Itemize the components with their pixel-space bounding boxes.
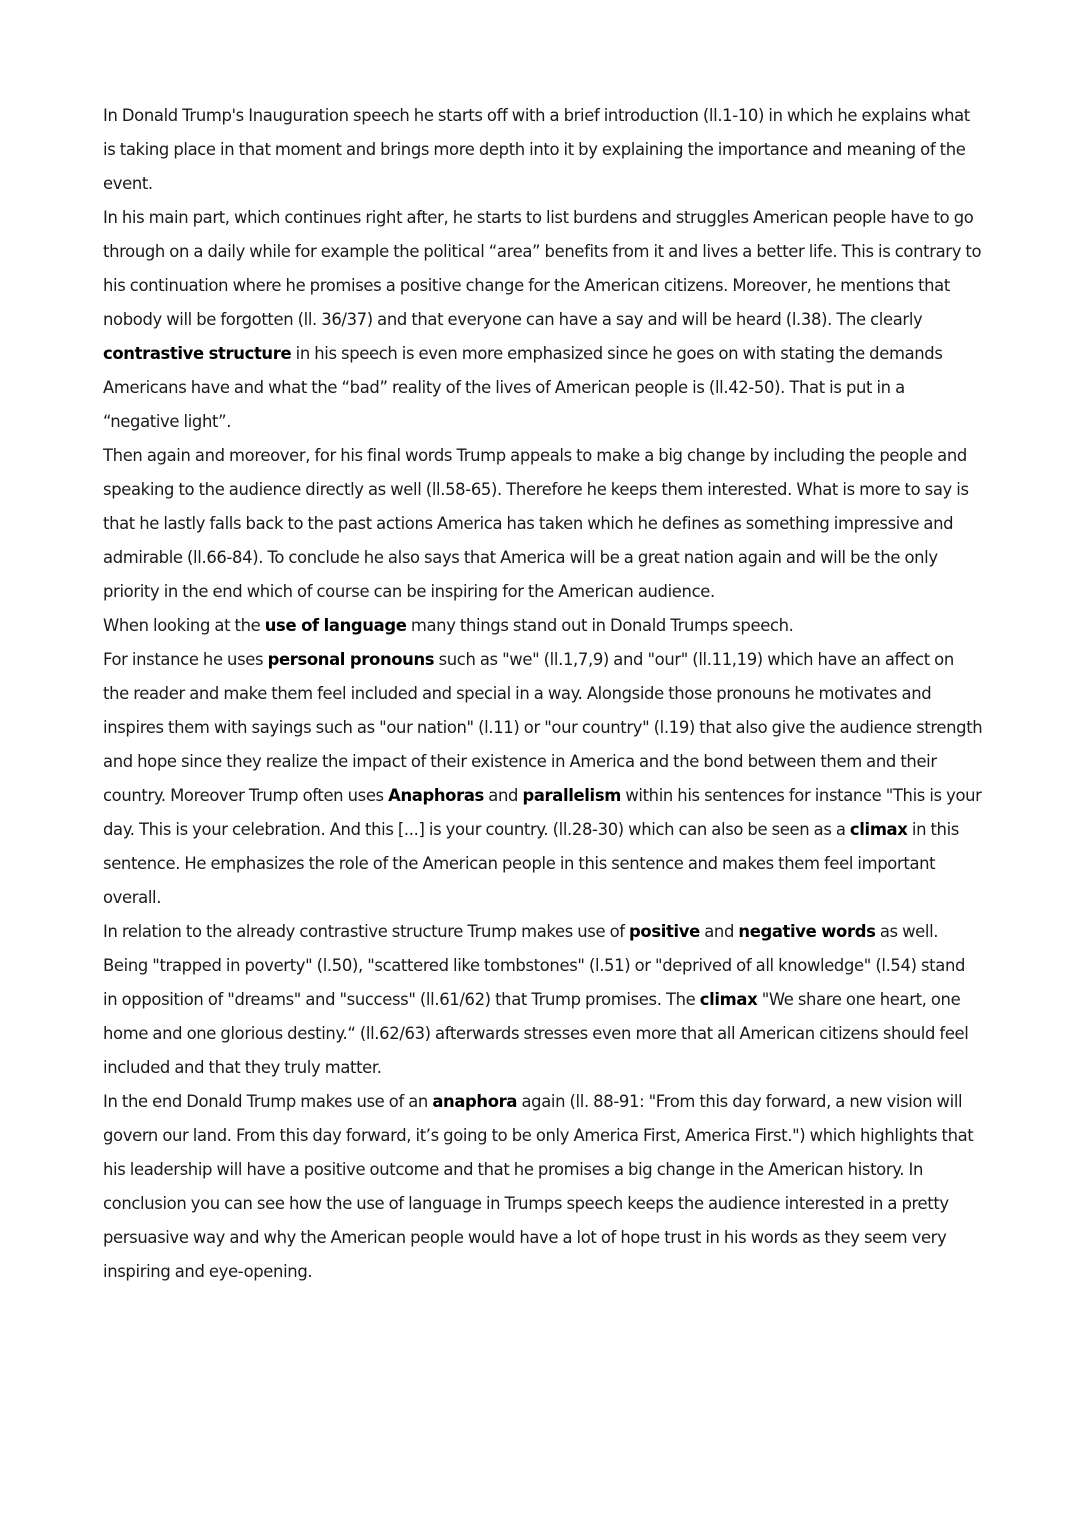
paragraph-use-of-language <box>103 609 983 643</box>
key-term-positive: positive <box>629 922 700 941</box>
paragraph-text: again (ll. 88-91: "From this day forward, a new vision will govern our land. From this day forward, it’s going to be only America First, America First.") which highlights that his leadership will have a positive outcome and that he promises a big change in the American history. In conclusion you can see how the use of language in Trumps speech keeps the audience interested in a pretty persuasive way and why the American people would have a lot of hope trust in his words as they seem very inspiring and eye-opening. <box>103 1092 974 1281</box>
paragraph-text: and <box>483 786 523 805</box>
paragraph-text: within his sentences for instance "This is your day. This is your celebration. And this [...] is your country. (ll.28-30) which can also be seen as a <box>103 786 982 839</box>
paragraph-conclusion <box>103 1085 983 1289</box>
key-term-climax: climax <box>699 990 758 1009</box>
key-term-parallelism: parallelism <box>522 786 621 805</box>
paragraph-text: When looking at the <box>103 616 265 635</box>
paragraph-personal-pronouns <box>103 643 983 915</box>
paragraph-positive-negative-words <box>103 915 983 1085</box>
paragraph-text: as well. Being "trapped in poverty" (l.50), "scattered like tombstones" (l.51) or "deprived of all knowledge" (l.54) stand in opposition of "dreams" and "success" (ll.61/62) that Trump promises. The <box>103 922 966 1009</box>
paragraph-text: in his speech is even more emphasized since he goes on with stating the demands Americans have and what the “bad” reality of the lives of American people is (ll.42-50). That is put in a “negative light”. <box>103 344 943 431</box>
paragraph-introduction <box>103 99 983 201</box>
paragraph-text: "We share one heart, one home and one glorious destiny.“ (ll.62/63) afterwards stresses even more that all American citizens should feel included and that they truly matter. <box>103 990 969 1077</box>
paragraph-main-part <box>103 201 983 439</box>
paragraph-text: In relation to the already contrastive structure Trump makes use of <box>103 922 630 941</box>
key-term-anaphora: anaphora <box>432 1092 518 1111</box>
key-term-negative-words: negative words <box>738 922 876 941</box>
paragraph-text: in this sentence. He emphasizes the role of the American people in this sentence and makes them feel important overall. <box>103 820 959 907</box>
paragraph-final-words <box>103 439 983 609</box>
key-term-personal-pronouns: personal pronouns <box>267 650 435 669</box>
key-term-anaphoras: Anaphoras <box>388 786 484 805</box>
paragraph-text: and <box>699 922 739 941</box>
paragraph-text: such as "we" (ll.1,7,9) and "our" (ll.11,19) which have an affect on the reader and make them feel included and special in a way. Alongside those pronouns he motivates and inspires them with sayings such as "our nation" (l.11) or "our country" (l.19) that also give the audience strength and hope since they realize the impact of their existence in America and the bond between them and their country. Moreover Trump often uses <box>103 650 983 805</box>
paragraph-text: Then again and moreover, for his final words Trump appeals to make a big change by including the people and speaking to the audience directly as well (ll.58-65). Therefore he keeps them interested. What is more to say is that he lastly falls back to the past actions America has taken which he defines as something impressive and admirable (ll.66-84). To conclude he also says that America will be a great nation again and will be the only priority in the end which of course can be inspiring for the American audience. <box>103 446 969 601</box>
paragraph-text: In Donald Trump's Inauguration speech he starts off with a brief introduction (ll.1-10) in which he explains what is taking place in that moment and brings more depth into it by explaining the importance and meaning of the event. <box>103 106 970 193</box>
paragraph-text: In the end Donald Trump makes use of an <box>103 1092 433 1111</box>
essay-body <box>103 99 983 1289</box>
paragraph-text: many things stand out in Donald Trumps speech. <box>406 616 794 635</box>
key-term-contrastive-structure: contrastive structure <box>103 344 292 363</box>
paragraph-text: For instance he uses <box>103 650 268 669</box>
key-term-use-of-language: use of language <box>264 616 407 635</box>
paragraph-text: In his main part, which continues right after, he starts to list burdens and struggles American people have to go through on a daily while for example the political “area” benefits from it and lives a better life. This is contrary to his continuation where he promises a positive change for the American citizens. Moreover, he mentions that nobody will be forgotten (ll. 36/37) and that everyone can have a say and will be heard (l.38). The clearly <box>103 208 982 329</box>
key-term-climax: climax <box>849 820 908 839</box>
